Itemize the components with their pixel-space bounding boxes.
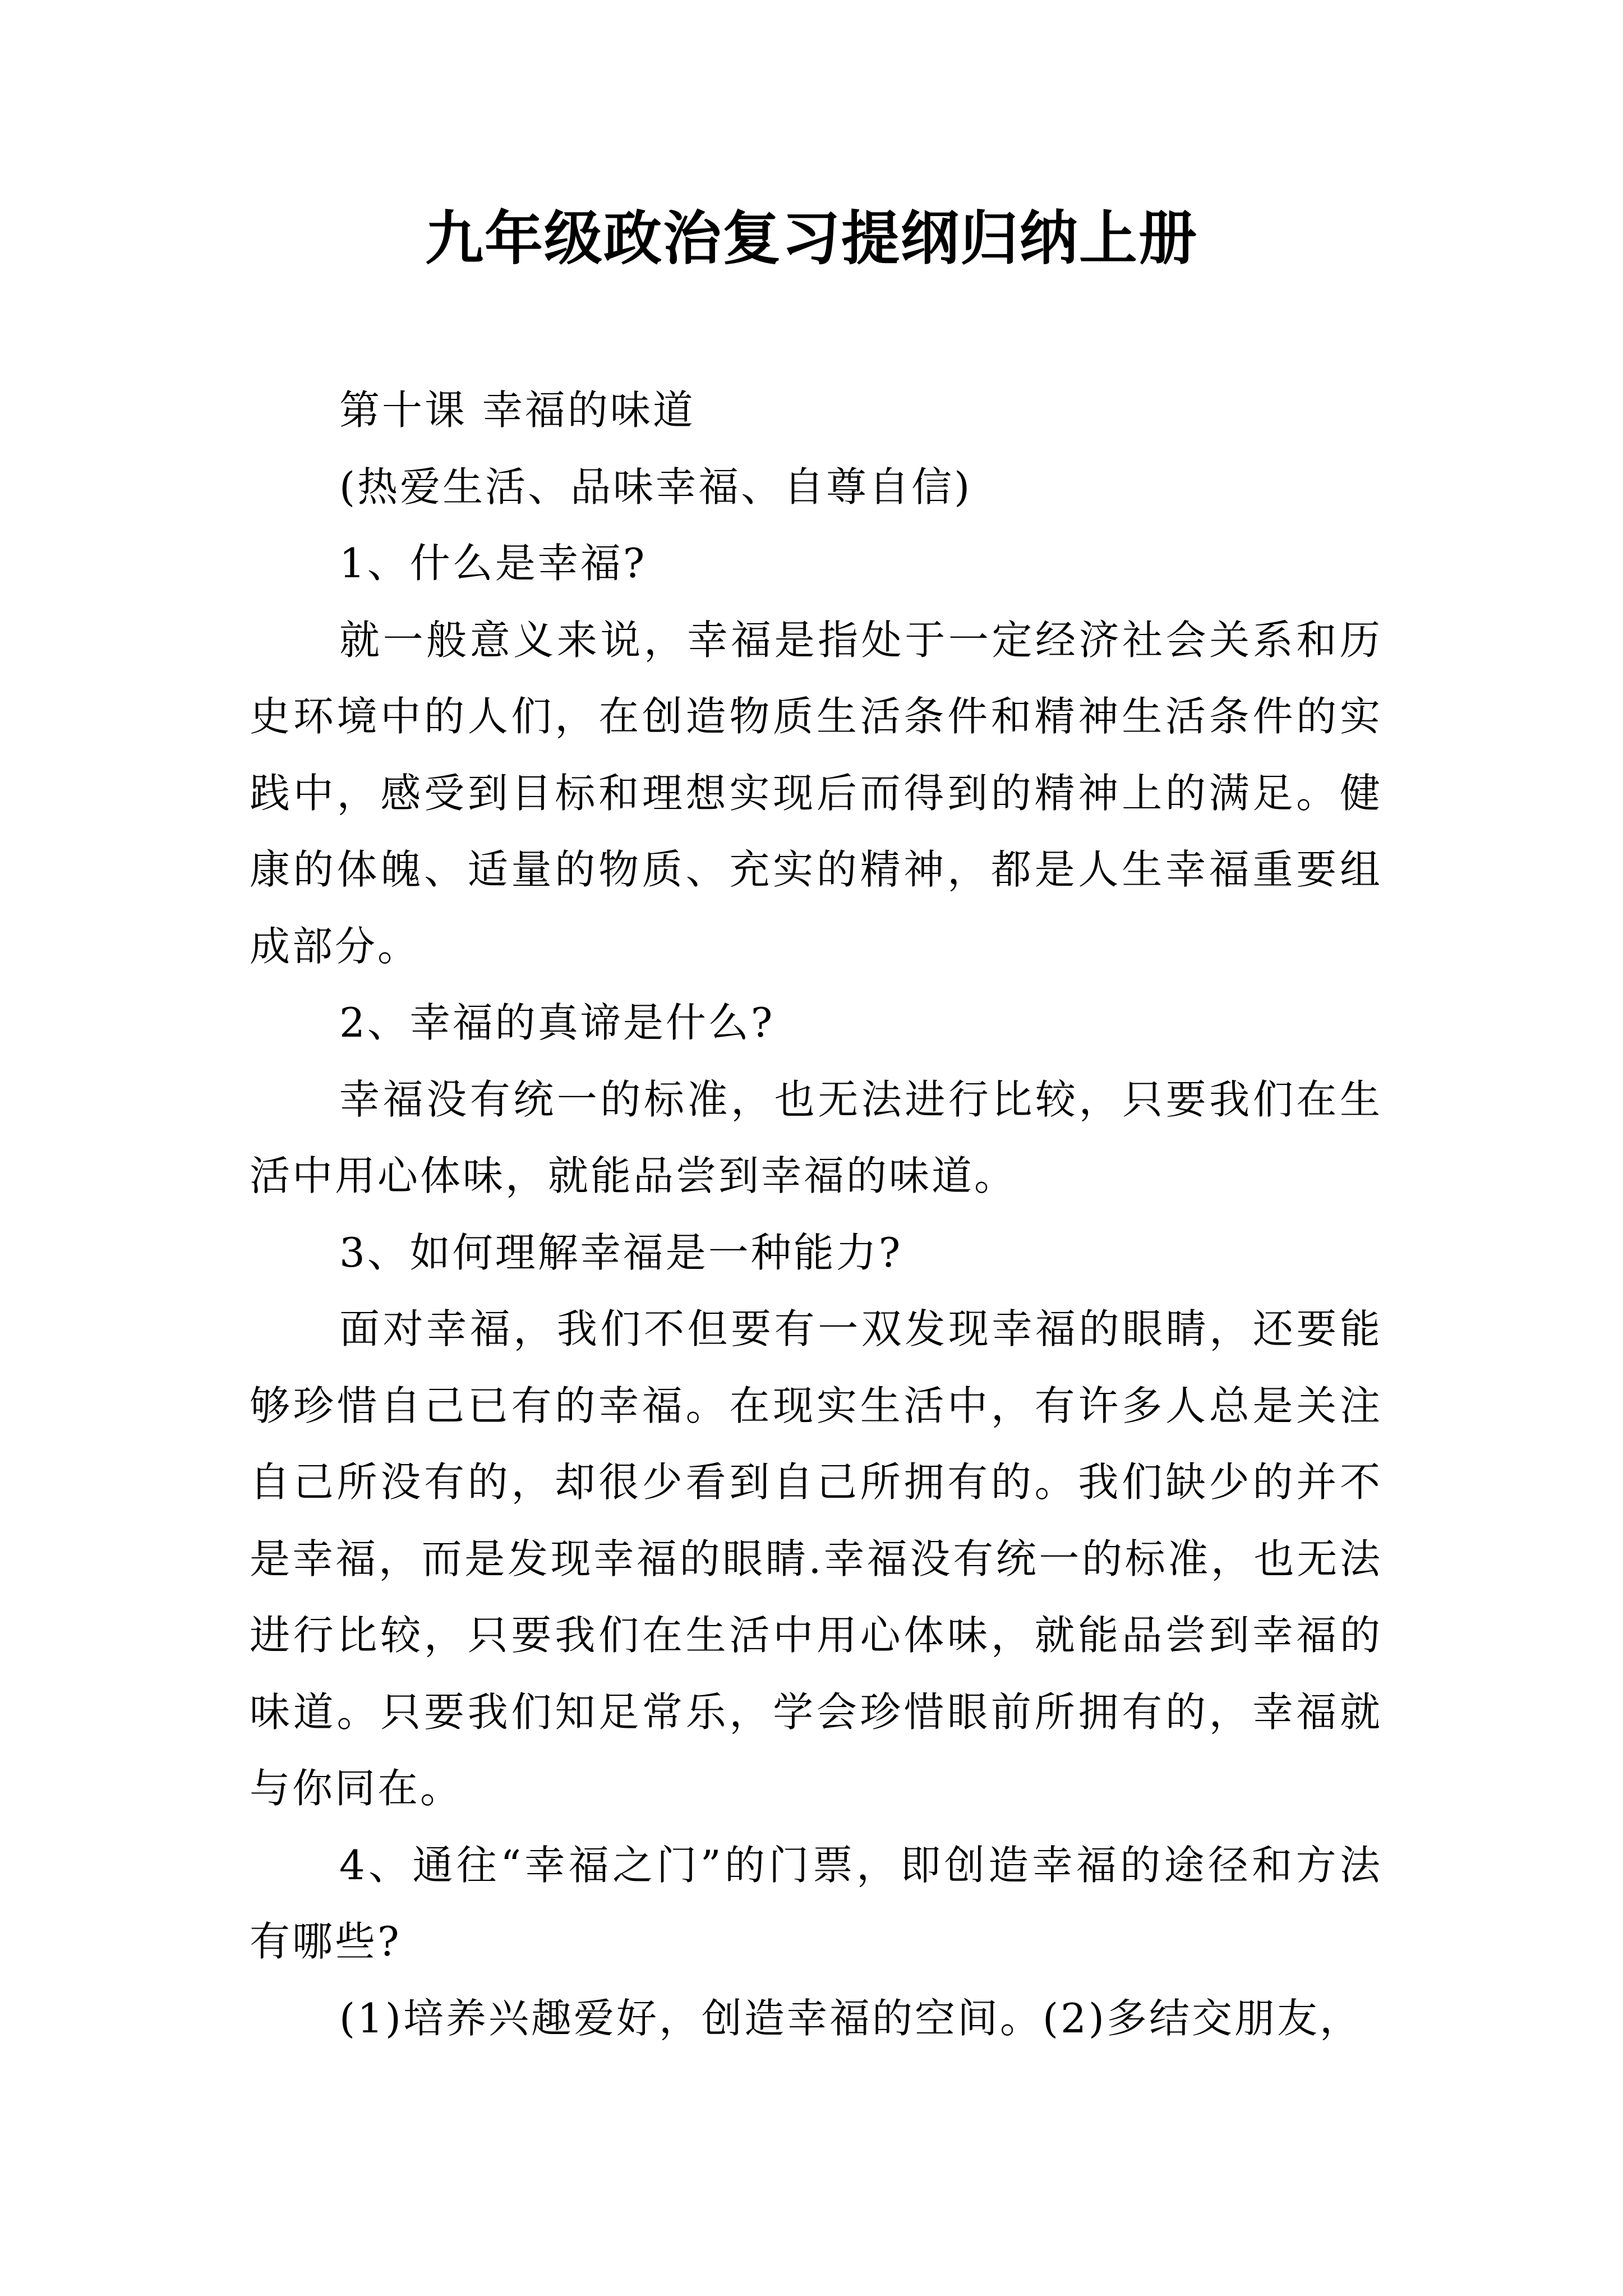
answer-3: 面对幸福，我们不但要有一双发现幸福的眼睛，还要能够珍惜自己已有的幸福。在现实生活中，有许多人总是关注自己所没有的，却很少看到自己所拥有的。我们缺少的并不是幸福，而是发现幸福的眼睛.幸福没有统一的标准，也无法进行比较，只要我们在生活中用心体味，就能品尝到幸福的味道。只要我们知足常乐，学会珍惜眼前所拥有的，幸福就与你同在。: [250, 1305, 1382, 1812]
document-title: 九年级政治复习提纲归纳上册: [425, 204, 1198, 273]
answer-4-partial: (1)培养兴趣爱好，创造幸福的空间。(2)多结交朋友，: [339, 1994, 1362, 2042]
document-body: [250, 372, 1382, 2056]
question-4: 4、通往“幸福之门”的门票，即创造幸福的途径和方法有哪些?: [250, 1841, 1382, 1965]
question-3: 3、如何理解幸福是一种能力?: [339, 1228, 903, 1276]
question-1: 1、什么是幸福?: [339, 540, 647, 587]
answer-1: 就一般意义来说，幸福是指处于一定经济社会关系和历史环境中的人们，在创造物质生活条件和精神生活条件的实践中，感受到目标和理想实现后而得到的精神上的满足。健康的体魄、适量的物质、充实的精神，都是人生幸福重要组成部分。: [250, 616, 1382, 970]
lesson-subtitle: (热爱生活、品味幸福、自尊自信): [339, 463, 972, 510]
question-2: 2、幸福的真谛是什么?: [339, 999, 775, 1046]
lesson-heading: 第十课 幸福的味道: [339, 386, 695, 434]
answer-2: 幸福没有统一的标准，也无法进行比较，只要我们在生活中用心体味，就能品尝到幸福的味道。: [250, 1075, 1382, 1199]
